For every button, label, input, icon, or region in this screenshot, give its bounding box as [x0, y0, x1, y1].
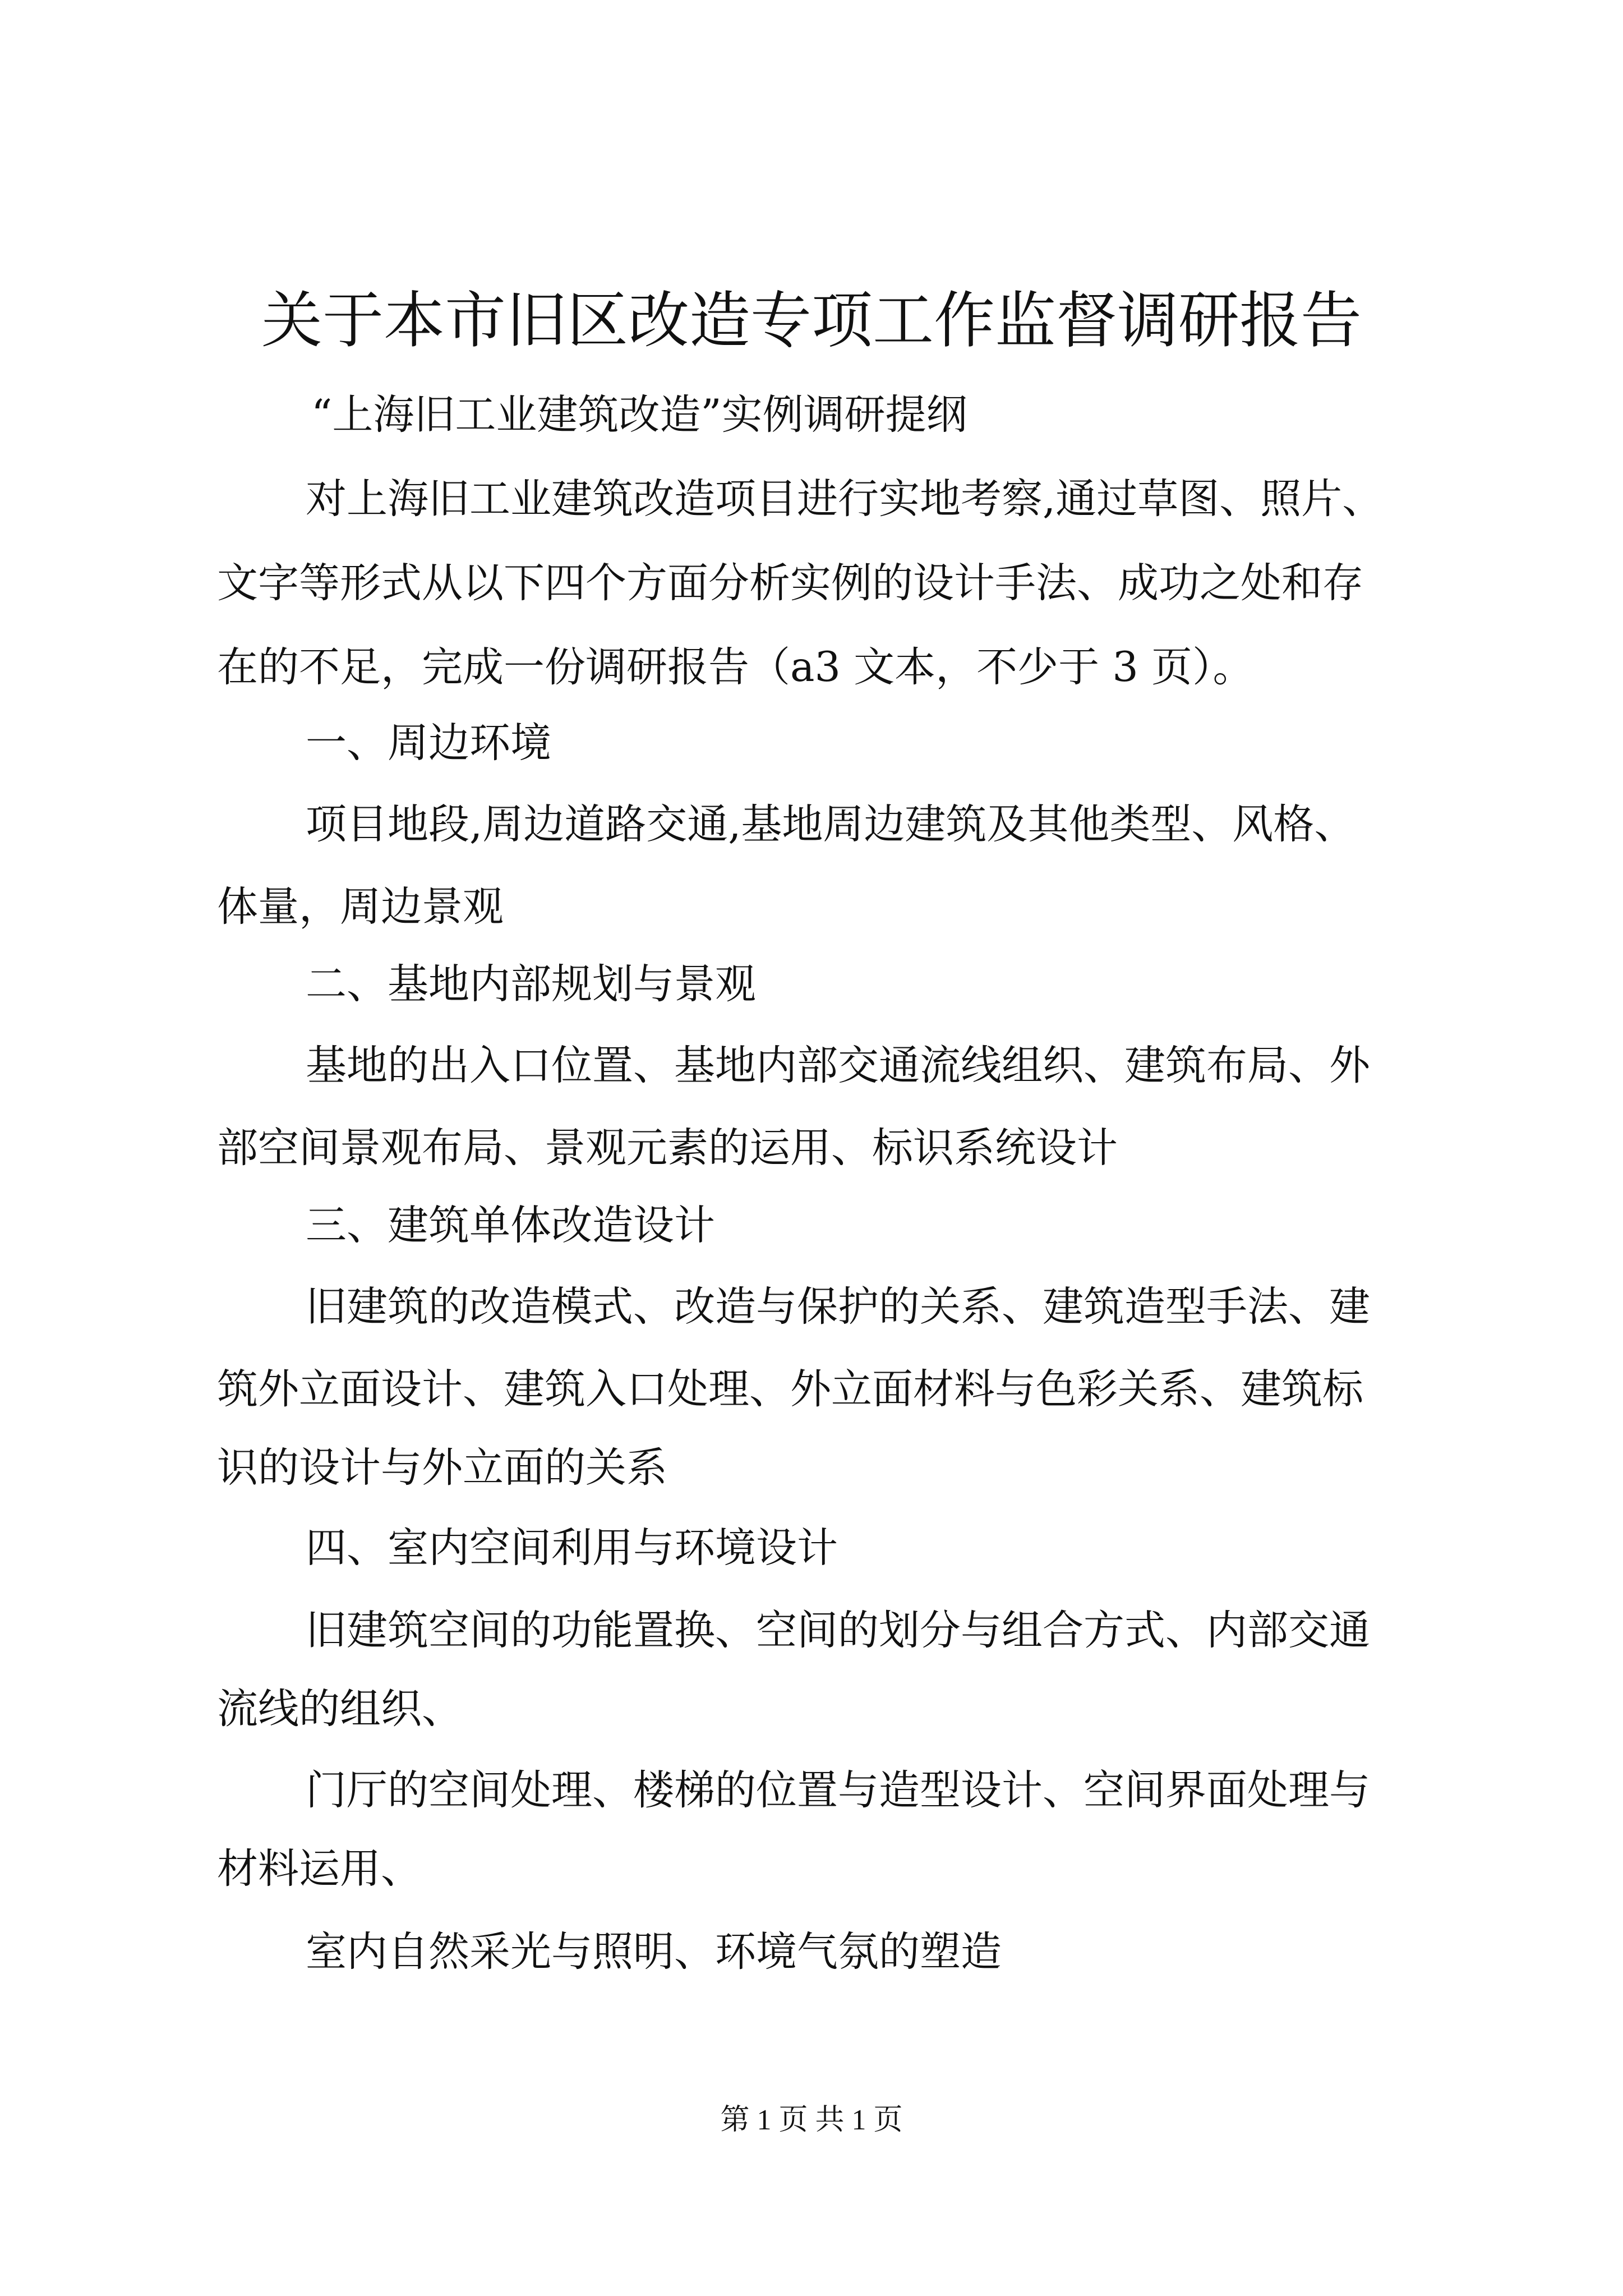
- page-footer: 第 1 页 共 1 页: [720, 2104, 903, 2136]
- section-line: 部空间景观布局、景观元素的运用、标识系统设计: [217, 1124, 1118, 1172]
- section-line: 基地的出入口位置、基地内部交通流线组织、建筑布局、外: [306, 1042, 1370, 1089]
- section-heading: 四、室内空间利用与环境设计: [306, 1524, 838, 1572]
- section-line: 体量，周边景观: [217, 883, 504, 931]
- section-heading: 二、基地内部规划与景观: [306, 960, 756, 1008]
- section-heading: 三、建筑单体改造设计: [306, 1202, 715, 1249]
- section-line: 门厅的空间处理、楼梯的位置与造型设计、空间界面处理与: [306, 1766, 1370, 1814]
- section-line: 识的设计与外立面的关系: [217, 1444, 667, 1492]
- section-line: 项目地段,周边道路交通,基地周边建筑及其他类型、风格、: [306, 800, 1355, 848]
- section-line: 旧建筑空间的功能置换、空间的划分与组合方式、内部交通: [306, 1607, 1370, 1654]
- intro-line: 对上海旧工业建筑改造项目进行实地考察,通过草图、照片、: [306, 475, 1384, 523]
- section-line: 流线的组织、: [217, 1685, 463, 1733]
- section-line: 筑外立面设计、建筑入口处理、外立面材料与色彩关系、建筑标: [217, 1365, 1363, 1413]
- document-title: 关于本市旧区改造专项工作监督调研报告: [261, 285, 1362, 356]
- document-subtitle: “上海旧工业建筑改造”实例调研提纲: [311, 391, 967, 439]
- intro-line: 文字等形式从以下四个方面分析实例的设计手法、成功之处和存: [217, 559, 1363, 607]
- section-line: 室内自然采光与照明、环境气氛的塑造: [306, 1928, 1002, 1976]
- section-line: 材料运用、: [217, 1845, 422, 1893]
- section-heading: 一、周边环境: [306, 719, 551, 767]
- intro-line: 在的不足，完成一份调研报告（a3 文本，不少于 3 页）。: [217, 643, 1254, 691]
- section-line: 旧建筑的改造模式、改造与保护的关系、建筑造型手法、建: [306, 1283, 1370, 1331]
